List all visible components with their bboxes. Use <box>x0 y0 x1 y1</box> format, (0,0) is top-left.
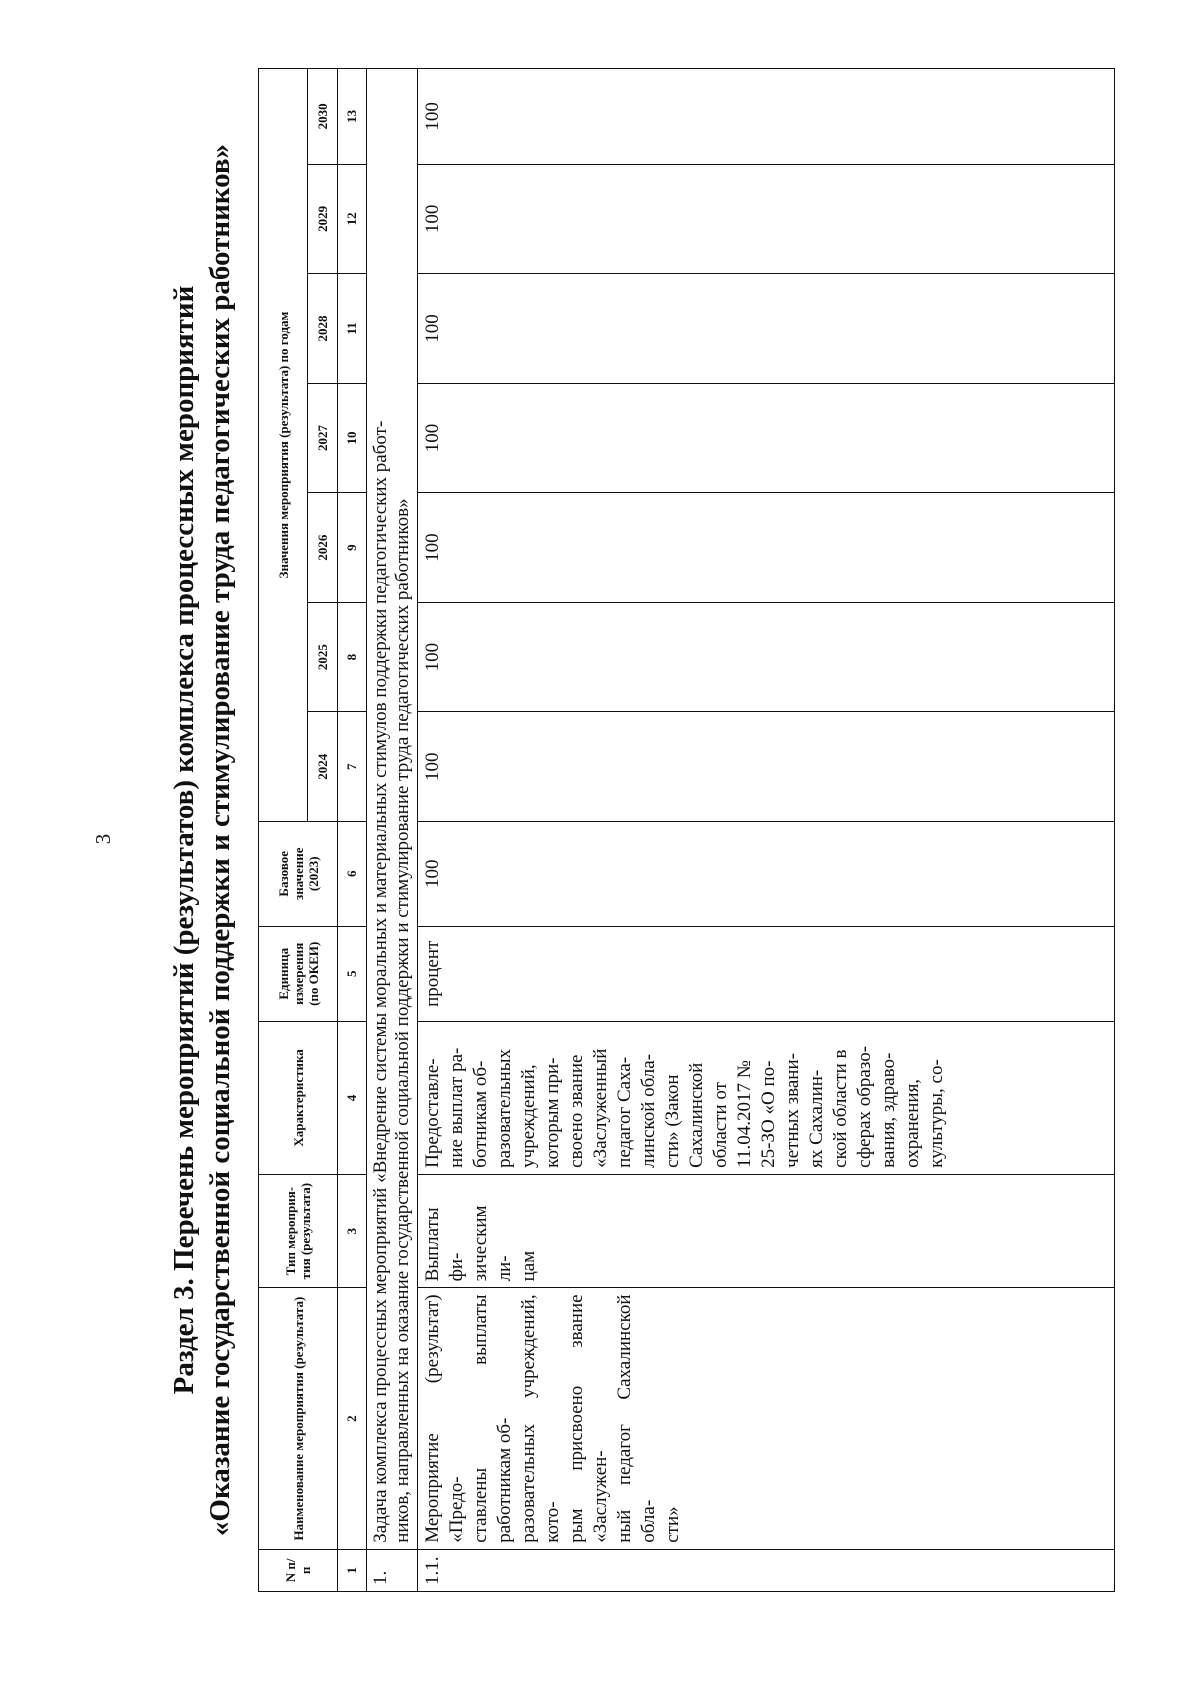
event-value-2027: 100 <box>418 383 1115 493</box>
column-number: 9 <box>338 493 367 603</box>
page-title <box>166 40 238 1640</box>
column-number: 8 <box>338 602 367 712</box>
column-number: 4 <box>338 1022 367 1175</box>
event-number: 1.1. <box>418 1549 1115 1591</box>
event-unit: процент <box>418 926 1115 1022</box>
page-number: 3 <box>91 833 115 845</box>
header-base-value: Базовое значение (2023) <box>259 821 338 926</box>
event-type: Выплаты фи- зическим ли- цам <box>418 1174 1115 1288</box>
column-number: 10 <box>338 383 367 493</box>
column-number: 7 <box>338 712 367 822</box>
column-number: 11 <box>338 274 367 384</box>
header-type: Тип мероприя- тия (результата) <box>259 1174 338 1288</box>
header-num: N п/п <box>259 1549 338 1591</box>
event-value-2029: 100 <box>418 164 1115 274</box>
header-year-2027: 2027 <box>308 383 338 493</box>
header-name: Наименование мероприятия (результата) <box>259 1288 338 1549</box>
event-base-value: 100 <box>418 821 1115 926</box>
title-line-1: Раздел 3. Перечень мероприятий (результатов) комплекса процессных мероприятий <box>168 285 200 1395</box>
header-row <box>259 69 308 1592</box>
column-number: 5 <box>338 926 367 1022</box>
header-year-2028: 2028 <box>308 274 338 384</box>
events-table <box>258 68 1115 1592</box>
event-value-2025: 100 <box>418 602 1115 712</box>
task-text: Задача комплекса процессных мероприятий «Внедрение системы моральных и материальных стимулов поддержки педагогических работ- ников, направленных на оказание государственной социальной поддержки и стимулирование труда педагогических работников» <box>367 69 418 1550</box>
event-name: Мероприятие (результат) «Предо- ставлены выплаты работникам об- разовательных учреждений, кото- рым присвоено звание «Заслужен- ный педагог Сахалинской обла- сти» <box>418 1288 1115 1549</box>
header-values-by-year: Значения мероприятия (результата) по годам <box>259 69 308 822</box>
column-number: 2 <box>338 1288 367 1549</box>
event-row <box>418 69 1115 1592</box>
column-number: 6 <box>338 821 367 926</box>
column-number: 1 <box>338 1549 367 1591</box>
title-line-2: «Оказание государственной социальной поддержки и стимулирование труда педагогических работников» <box>204 143 236 1537</box>
header-year-2025: 2025 <box>308 602 338 712</box>
header-characteristic: Характеристика <box>259 1022 338 1175</box>
column-number: 12 <box>338 164 367 274</box>
column-number: 3 <box>338 1174 367 1288</box>
event-value-2026: 100 <box>418 493 1115 603</box>
header-year-2029: 2029 <box>308 164 338 274</box>
header-year-2026: 2026 <box>308 493 338 603</box>
column-number: 13 <box>338 69 367 165</box>
event-value-2028: 100 <box>418 274 1115 384</box>
event-value-2030: 100 <box>418 69 1115 165</box>
event-characteristic: Предоставле- ние выплат ра- ботникам об- разовательных учреждений, которым при- своено звание «Заслуженный педагог Саха- линской обла- сти» (Закон Сахалинской области от 11.04.2017 № 25-ЗО «О по- четных звани- ях Сахалин- ской области в сферах образо- вания, здраво- охранения, культуры, со- <box>418 1022 1115 1175</box>
task-row <box>367 69 418 1592</box>
column-numbers-row <box>338 69 367 1592</box>
event-value-2024: 100 <box>418 712 1115 822</box>
header-year-2024: 2024 <box>308 712 338 822</box>
header-year-2030: 2030 <box>308 69 338 165</box>
task-number: 1. <box>367 1549 418 1591</box>
header-unit: Единица измерения (по ОКЕИ) <box>259 926 338 1022</box>
rotated-content <box>166 40 1106 1640</box>
